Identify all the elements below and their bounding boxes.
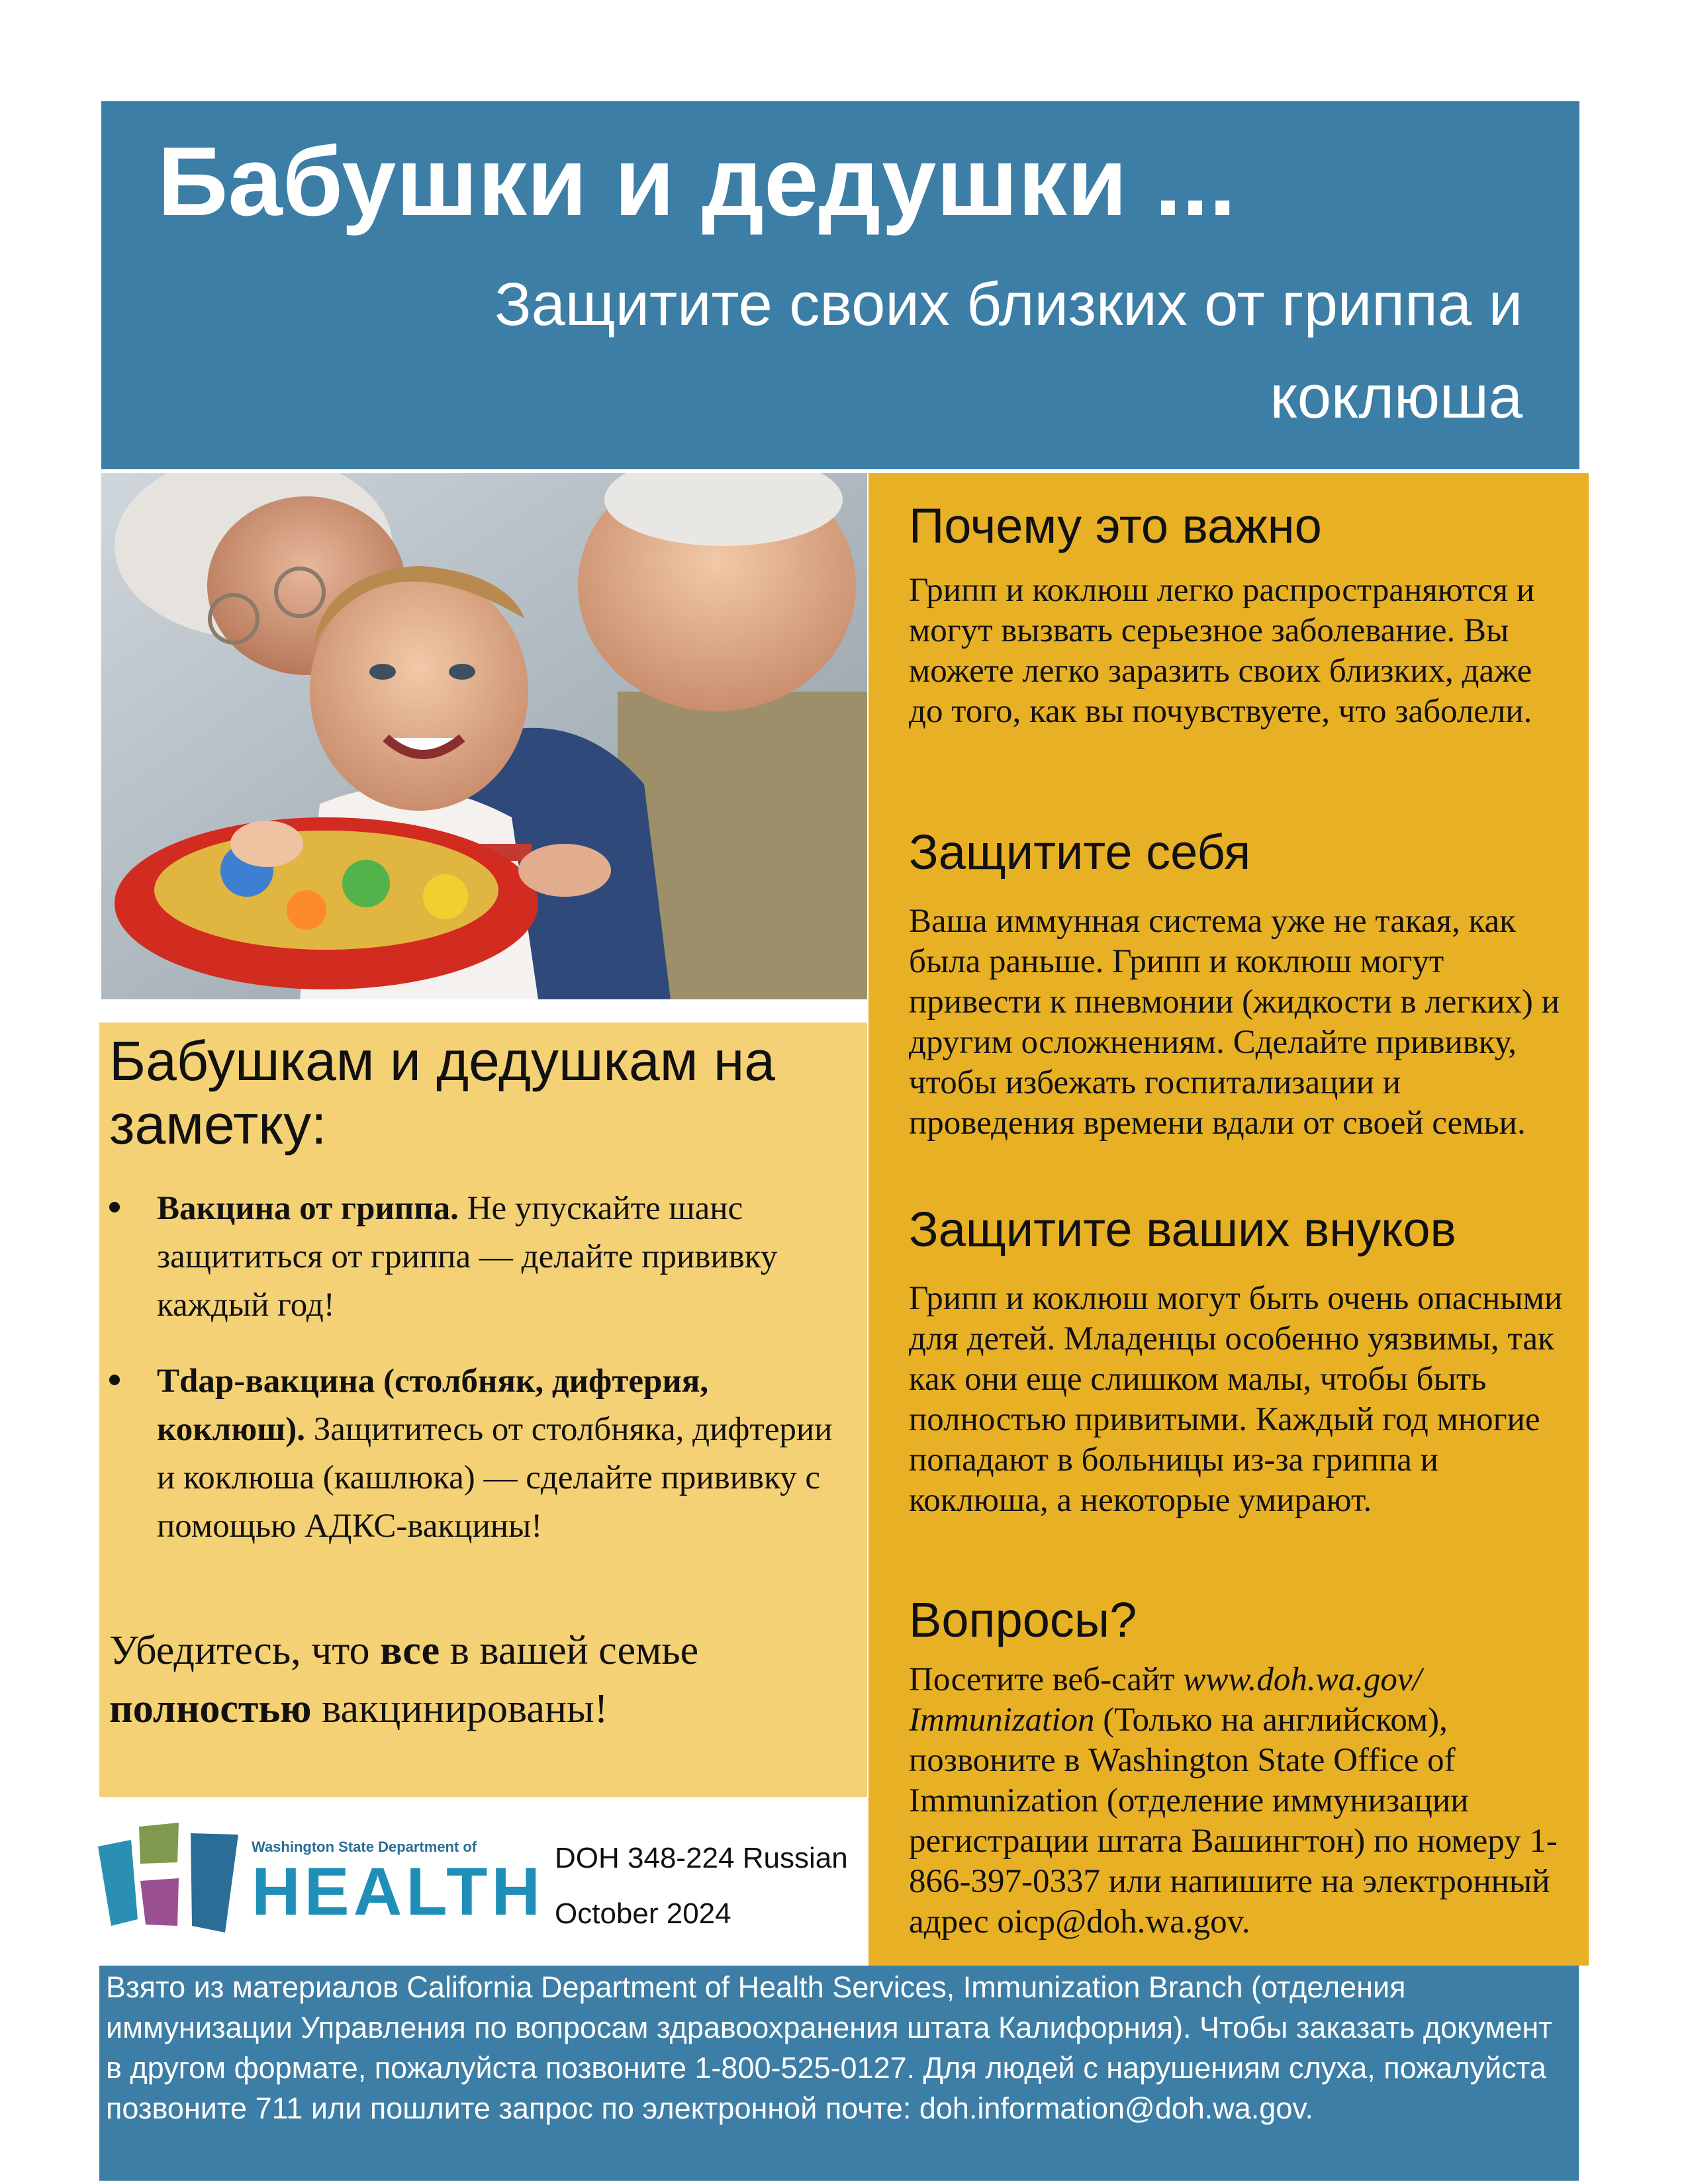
item-bold-label: Tdap-вакцина (столбняк, дифтерия, коклюш). bbox=[157, 1363, 709, 1448]
notes-heading: Бабушкам и дедушкам на заметку: bbox=[109, 1030, 775, 1156]
page-title: Бабушки и дедушки ... bbox=[158, 127, 1237, 236]
footer-text: Взято из материалов California Department of Health Services, Immunization Branch (отделения иммунизации Управления по вопросам здравоохранения штата Калифорния). Чтобы заказать документ в другом формате, пожалуйста позвоните 1-800-525-0127. Для людей с нарушениям слуха, пожалуйста позвоните 711 или пошлите запрос по электронной почте: doh.information@doh.wa.gov. bbox=[106, 1970, 1552, 2125]
section-text-protect-self: Ваша иммунная система уже не такая, как была раньше. Грипп и коклюш могут привести к пневмонии (жидкости в легких) и другим осложнениям. Сделайте прививку, чтобы избежать госпитализации и проведения времени вдали от своей семьи. bbox=[909, 903, 1560, 1142]
website-link[interactable]: www.doh.wa.gov/ Immunization bbox=[909, 1661, 1422, 1739]
section-text-questions bbox=[909, 1660, 1571, 1942]
notes-list bbox=[109, 1185, 857, 1578]
section-heading-protect-self: Защитите себя bbox=[909, 825, 1251, 880]
questions-text-pre: Посетите веб-сайт bbox=[909, 1661, 1184, 1698]
logo-big-text: HEALTH bbox=[252, 1854, 545, 1929]
final-text-3: вакцинированы! bbox=[311, 1686, 608, 1731]
item-text: Не упускайте шанс защититься от гриппа — делайте прививку каждый год! bbox=[157, 1190, 778, 1324]
section-text-protect-grandkids: Грипп и коклюш могут быть очень опасными для детей. Младенцы особенно уязвимы, так как они еще слишком малы, чтобы быть полностью привитыми. Каждый год многие попадают в больницы из-за гриппа и коклюша, а некоторые умирают. bbox=[909, 1280, 1563, 1519]
list-item bbox=[109, 1185, 857, 1330]
bullet-icon bbox=[109, 1375, 120, 1385]
final-text-1: Убедитесь, что bbox=[109, 1628, 381, 1673]
section-text-why: Грипп и коклюш легко распространяются и могут вызвать серьезное заболевание. Вы можете легко заразить своих близких, даже до того, как вы почувствуете, что заболели. bbox=[909, 572, 1535, 730]
final-bold-1: все bbox=[380, 1628, 440, 1673]
section-heading-protect-grandkids: Защитите ваших внуков bbox=[909, 1202, 1456, 1257]
notes-final-message bbox=[109, 1621, 851, 1738]
bullet-icon bbox=[109, 1202, 120, 1212]
final-bold-2: полностью bbox=[109, 1686, 312, 1731]
item-text: Защититесь от столбняка, дифтерии и коклюша (кашлюка) — сделайте прививку с помощью АДКС-вакцины! bbox=[157, 1411, 833, 1545]
final-text-2: в вашей семье bbox=[440, 1628, 699, 1673]
section-heading-questions: Вопросы? bbox=[909, 1592, 1137, 1647]
document-number: DOH 348-224 Russian bbox=[555, 1842, 848, 1874]
logo-small-text: Washington State Department of bbox=[252, 1839, 477, 1855]
list-item bbox=[109, 1357, 857, 1551]
doh-logo-mark-icon bbox=[93, 1820, 252, 1939]
family-photo bbox=[101, 473, 867, 999]
section-heading-why: Почему это важно bbox=[909, 498, 1322, 553]
page-subtitle: Защитите своих близких от гриппа и коклюша bbox=[494, 271, 1523, 431]
item-bold-label: Вакцина от гриппа. bbox=[157, 1190, 459, 1227]
document-date: October 2024 bbox=[555, 1897, 731, 1930]
questions-text-post: (Только на английском), позвоните в Washington State Office of Immunization (отделение иммунизации регистрации штата Вашингтон) по номеру 1-866-397-0337 или напишите на электронный адрес oicp@doh.wa.gov. bbox=[909, 1702, 1558, 1940]
